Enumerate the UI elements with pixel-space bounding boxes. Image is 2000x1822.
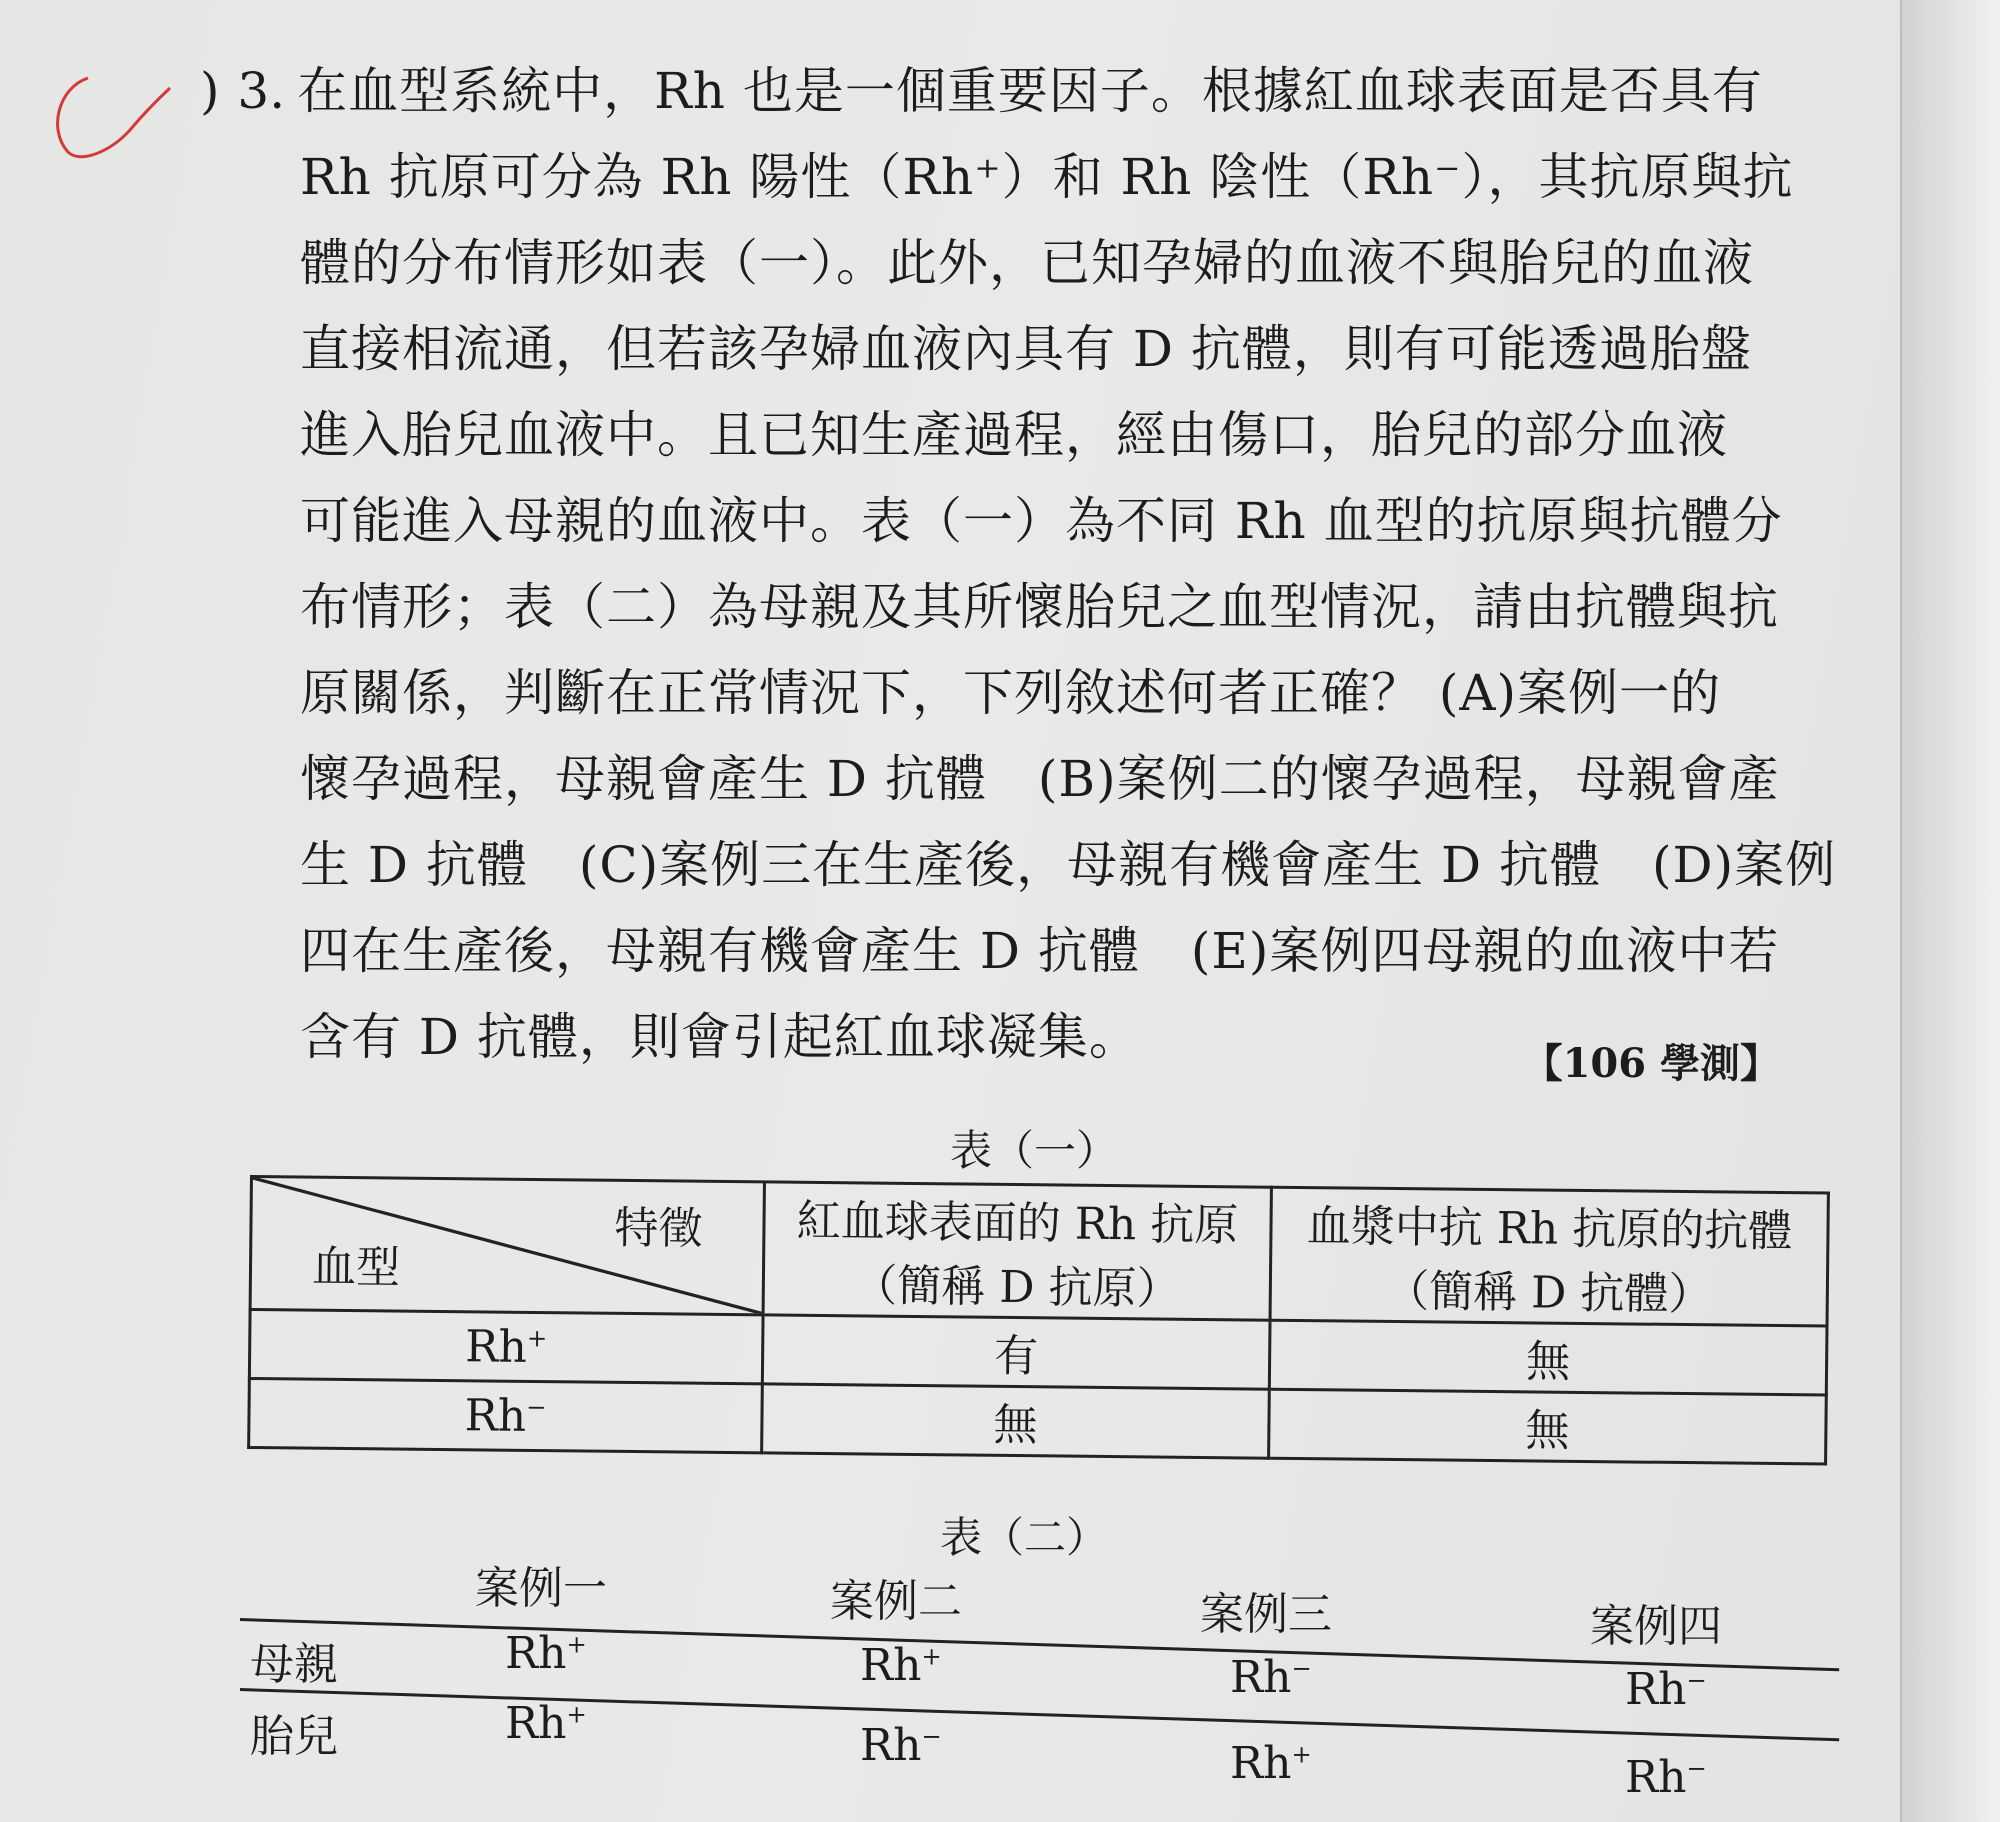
question-line-7: 布情形；表（二）為母親及其所懷胎兒之血型情況，請由抗體與抗 [300, 578, 1779, 636]
table1-type-rh-negative: Rh− [249, 1379, 763, 1453]
table1-type-rh-positive: Rh+ [249, 1310, 763, 1384]
question-number: 3. [237, 62, 286, 120]
answer-c-icon [40, 60, 180, 170]
mother-case-2: Rh+ [860, 1640, 942, 1691]
question-line-4: 直接相流通，但若該孕婦血液內具有 D 抗體，則有可能透過胎盤 [300, 320, 1752, 378]
table2-caption: 表（二） [940, 1513, 1109, 1562]
mother-case-3: Rh− [1230, 1652, 1312, 1703]
mother-case-4: Rh− [1625, 1664, 1707, 1715]
table1 [247, 1175, 1830, 1466]
fetus-case-1: Rh+ [505, 1698, 587, 1749]
question-line-3: 體的分布情形如表（一）。此外，已知孕婦的血液不與胎兒的血液 [300, 234, 1754, 292]
row-label-mother: 母親 [250, 1639, 338, 1690]
page-edge [1900, 0, 2000, 1822]
fetus-case-2: Rh− [860, 1720, 942, 1771]
question-line-12: 含有 D 抗體，則會引起紅血球凝集。 [300, 1008, 1140, 1066]
corner-type-label: 血型 [311, 1241, 401, 1294]
table2 [240, 1560, 1840, 1820]
question-line-1: ) 3. 在血型系統中，Rh 也是一個重要因子。根據紅血球表面是否具有 [200, 62, 1763, 120]
question-line-2: Rh 抗原可分為 Rh 陽性（Rh⁺）和 Rh 陰性（Rh⁻），其抗原與抗 [300, 148, 1794, 206]
case-header-4: 案例四 [1590, 1601, 1722, 1652]
fetus-case-4: Rh− [1625, 1752, 1707, 1803]
question-line-11: 四在生產後，母親有機會產生 D 抗體 (E)案例四母親的血液中若 [300, 922, 1780, 980]
table1-antibody-cell: 無 [1269, 1320, 1827, 1395]
table1-header-antibody: 血漿中抗 Rh 抗原的抗體 （簡稱 D 抗體） [1270, 1187, 1828, 1326]
question-line-5: 進入胎兒血液中。且已知生產過程，經由傷口，胎兒的部分血液 [300, 406, 1728, 464]
corner-feature-label: 特徵 [614, 1202, 703, 1255]
case-header-2: 案例二 [830, 1576, 962, 1627]
case-header-3: 案例三 [1200, 1589, 1332, 1640]
row-label-fetus: 胎兒 [250, 1711, 338, 1762]
question-block [200, 48, 1837, 1080]
table1-corner-cell [250, 1177, 764, 1315]
fetus-case-3: Rh+ [1230, 1738, 1312, 1789]
table1-antigen-cell: 無 [762, 1384, 1270, 1458]
table1-header-antigen: 紅血球表面的 Rh 抗原 （簡稱 D 抗原） [763, 1182, 1271, 1320]
question-line-9: 懷孕過程，母親會產生 D 抗體 (B)案例二的懷孕過程，母親會產 [300, 750, 1780, 808]
mother-case-1: Rh+ [505, 1628, 587, 1679]
question-line-6: 可能進入母親的血液中。表（一）為不同 Rh 血型的抗原與抗體分 [300, 492, 1783, 550]
table1-antibody-cell: 無 [1269, 1389, 1827, 1464]
table1-caption: 表（一） [950, 1126, 1119, 1175]
case-header-1: 案例一 [475, 1563, 607, 1614]
handwritten-answer-mark [40, 60, 180, 170]
question-line-10: 生 D 抗體 (C)案例三在生產後，母親有機會產生 D 抗體 (D)案例 [300, 836, 1837, 894]
question-line-8: 原關係，判斷在正常情況下，下列敘述何者正確？ (A)案例一的 [300, 664, 1722, 722]
table2-middle-rule [240, 1688, 1839, 1741]
exam-source: 【106 學測】 [1522, 1040, 1780, 1087]
table1-antigen-cell: 有 [762, 1315, 1270, 1389]
